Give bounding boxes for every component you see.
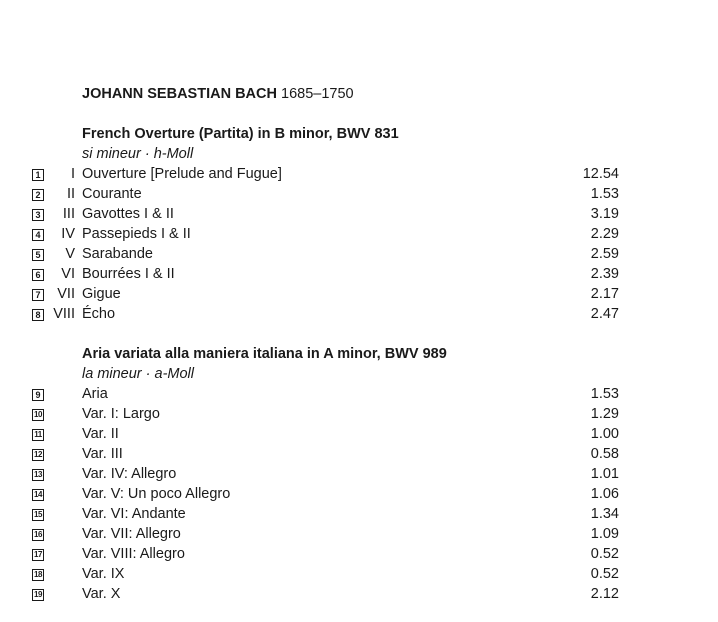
track-title: Var. III (82, 446, 123, 462)
track-row (0, 426, 718, 446)
track-title: Bourrées I & II (82, 266, 175, 282)
track-row (0, 226, 718, 246)
track-duration: 1.53 (590, 186, 619, 202)
track-number-box: 5 (32, 249, 44, 261)
track-title: Var. VII: Allegro (82, 526, 181, 542)
track-duration: 2.59 (590, 246, 619, 262)
track-duration: 1.09 (590, 526, 619, 542)
track-row (0, 406, 718, 426)
movement-numeral: V (65, 246, 75, 262)
track-number-box: 4 (32, 229, 44, 241)
track-duration: 0.58 (590, 446, 619, 462)
movement-numeral: I (70, 166, 75, 182)
track-title: Var. II (82, 426, 119, 442)
track-duration: 1.06 (590, 486, 619, 502)
track-number-box: 1 (32, 169, 44, 181)
movement-numeral: VII (57, 286, 75, 302)
track-row (0, 246, 718, 266)
track-title: Var. IV: Allegro (82, 466, 177, 482)
track-duration: 1.53 (590, 386, 619, 402)
track-number-box: 8 (32, 309, 44, 321)
track-row (0, 586, 718, 606)
track-row (0, 506, 718, 526)
track-row (0, 486, 718, 506)
track-row (0, 446, 718, 466)
track-number-box: 2 (32, 189, 44, 201)
track-row (0, 306, 718, 326)
track-number-box: 6 (32, 269, 44, 281)
track-duration: 2.17 (590, 286, 619, 302)
track-title: Gigue (82, 286, 121, 302)
track-row (0, 166, 718, 186)
track-duration: 1.00 (590, 426, 619, 442)
track-duration: 1.29 (590, 406, 619, 422)
track-title: Ouverture [Prelude and Fugue] (82, 166, 282, 182)
track-number-box: 3 (32, 209, 44, 221)
work-title: French Overture (Partita) in B minor, BWV 831 (82, 126, 399, 142)
track-number-box: 19 (32, 589, 44, 601)
track-duration: 0.52 (590, 546, 619, 562)
track-duration: 1.01 (590, 466, 619, 482)
track-row (0, 526, 718, 546)
track-title: Var. I: Largo (82, 406, 160, 422)
track-title: Écho (82, 306, 116, 322)
track-number-box: 15 (32, 509, 44, 521)
movement-numeral: II (66, 186, 75, 202)
composer-name: JOHANN SEBASTIAN BACH (82, 86, 277, 102)
composer-heading (82, 86, 354, 102)
track-number-box: 10 (32, 409, 44, 421)
track-number-box: 18 (32, 569, 44, 581)
track-row (0, 566, 718, 586)
movement-numeral: VI (61, 266, 75, 282)
track-title: Passepieds I & II (82, 226, 191, 242)
track-duration: 2.29 (590, 226, 619, 242)
track-duration: 1.34 (590, 506, 619, 522)
track-number-box: 13 (32, 469, 44, 481)
movement-numeral: IV (61, 226, 75, 242)
track-duration: 2.12 (590, 586, 619, 602)
track-title: Sarabande (82, 246, 153, 262)
track-title: Var. VI: Andante (82, 506, 186, 522)
track-row (0, 286, 718, 306)
track-duration: 3.19 (590, 206, 619, 222)
track-duration: 2.39 (590, 266, 619, 282)
track-row (0, 186, 718, 206)
track-number-box: 16 (32, 529, 44, 541)
composer-dates: 1685–1750 (281, 86, 354, 102)
track-title: Gavottes I & II (82, 206, 174, 222)
track-title: Var. VIII: Allegro (82, 546, 185, 562)
track-title: Aria (82, 386, 108, 402)
track-duration: 0.52 (590, 566, 619, 582)
track-number-box: 14 (32, 489, 44, 501)
work-subtitle: si mineur · h-Moll (82, 146, 194, 162)
track-title: Courante (82, 186, 142, 202)
track-number-box: 11 (32, 429, 44, 441)
track-number-box: 7 (32, 289, 44, 301)
track-number-box: 12 (32, 449, 44, 461)
track-title: Var. V: Un poco Allegro (82, 486, 231, 502)
work-subtitle: la mineur · a-Moll (82, 366, 194, 382)
track-number-box: 9 (32, 389, 44, 401)
track-row (0, 466, 718, 486)
track-title: Var. IX (82, 566, 125, 582)
movement-numeral: VIII (53, 306, 75, 322)
track-number-box: 17 (32, 549, 44, 561)
track-duration: 12.54 (582, 166, 619, 182)
track-row (0, 386, 718, 406)
track-row (0, 206, 718, 226)
track-row (0, 546, 718, 566)
track-title: Var. X (82, 586, 121, 602)
track-row (0, 266, 718, 286)
track-duration: 2.47 (590, 306, 619, 322)
movement-numeral: III (62, 206, 75, 222)
work-title: Aria variata alla maniera italiana in A minor, BWV 989 (82, 346, 447, 362)
